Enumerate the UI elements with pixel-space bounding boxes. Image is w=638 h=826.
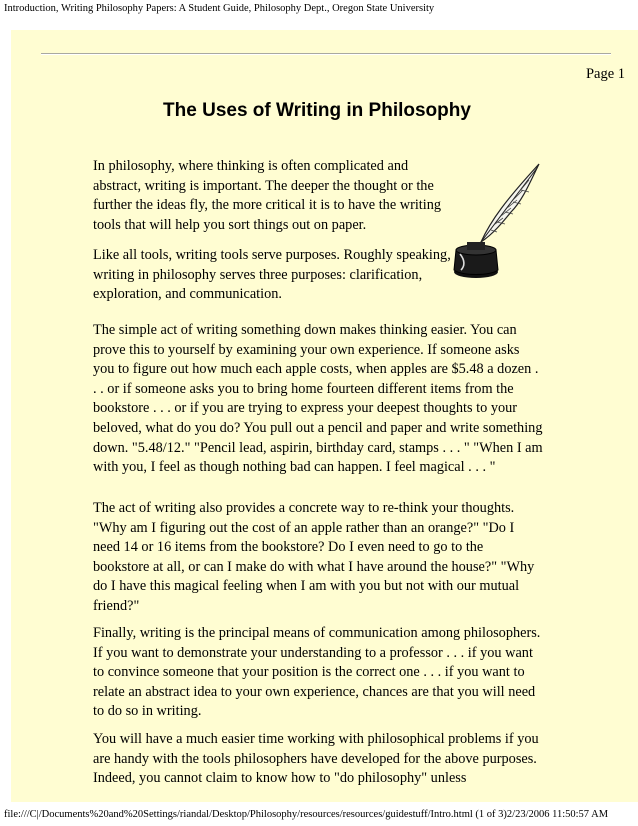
quill-and-inkwell-icon [451,160,551,280]
paragraph-4: The act of writing also provides a concrete way to re-think your thoughts. "Why am I figuring out the cost of an apple rather than an orange?" "Do I need 14 or 16 items from the bookstore? Do I even need to go to the bookstore at all, or can I make do with what I have around the house?" "Why do I have this magical feeling when I am with you but not with our mutual friend?" [93,500,535,614]
browser-print-header: Introduction, Writing Philosophy Papers: A Student Guide, Philosophy Dept., Oregon State University [4,3,435,14]
paragraph-1: In philosophy, where thinking is often complicated and abstract, writing is important. The deeper the thought or the further the ideas fly, the more critical it is to have the writing tools that will help you sort things out on paper. [93,158,442,233]
paragraph-2: Like all tools, writing tools serve purposes. Roughly speaking, writing in philosophy serves three purposes: clarification, exploration, and communication. [93,247,451,303]
top-rule [41,53,611,55]
page-title: The Uses of Writing in Philosophy [163,100,471,121]
page-number: Page 1 [585,66,625,82]
paragraph-6: You will have a much easier time working with philosophical problems if you are handy with the tools philosophers have developed for the above purposes. Indeed, you cannot claim to know how to "do philosophy" unless [93,731,539,787]
document-page [11,30,638,802]
browser-print-footer: file:///C|/Documents%20and%20Settings/riandal/Desktop/Philosophy/resources/resources/guidestuff/Intro.html (1 of 3)2/23/2006 11:50:57 AM [4,809,609,820]
paragraph-3: The simple act of writing something down makes thinking easier. You can prove this to yourself by examining your own experience. If someone asks you to figure out how much each apple costs, when apples are $5.48 a dozen . . . or if someone asks you to bring home fourteen different items from the bookstore . . . or if you are trying to express your deepest thoughts to your beloved, what do you do? You pull out a pencil and paper and write something down. "5.48/12." "Pencil lead, aspirin, birthday card, stamps . . . " "When I am with you, I feel as though nothing bad can happen. I feel magical . . . " [93,322,543,476]
paragraph-5: Finally, writing is the principal means of communication among philosophers. If you want to demonstrate your understanding to a professor . . . if you want to convince someone that your position is the correct one . . . if you want to relate an abstract idea to your own experience, chances are that you will need to do so in writing. [93,625,541,720]
